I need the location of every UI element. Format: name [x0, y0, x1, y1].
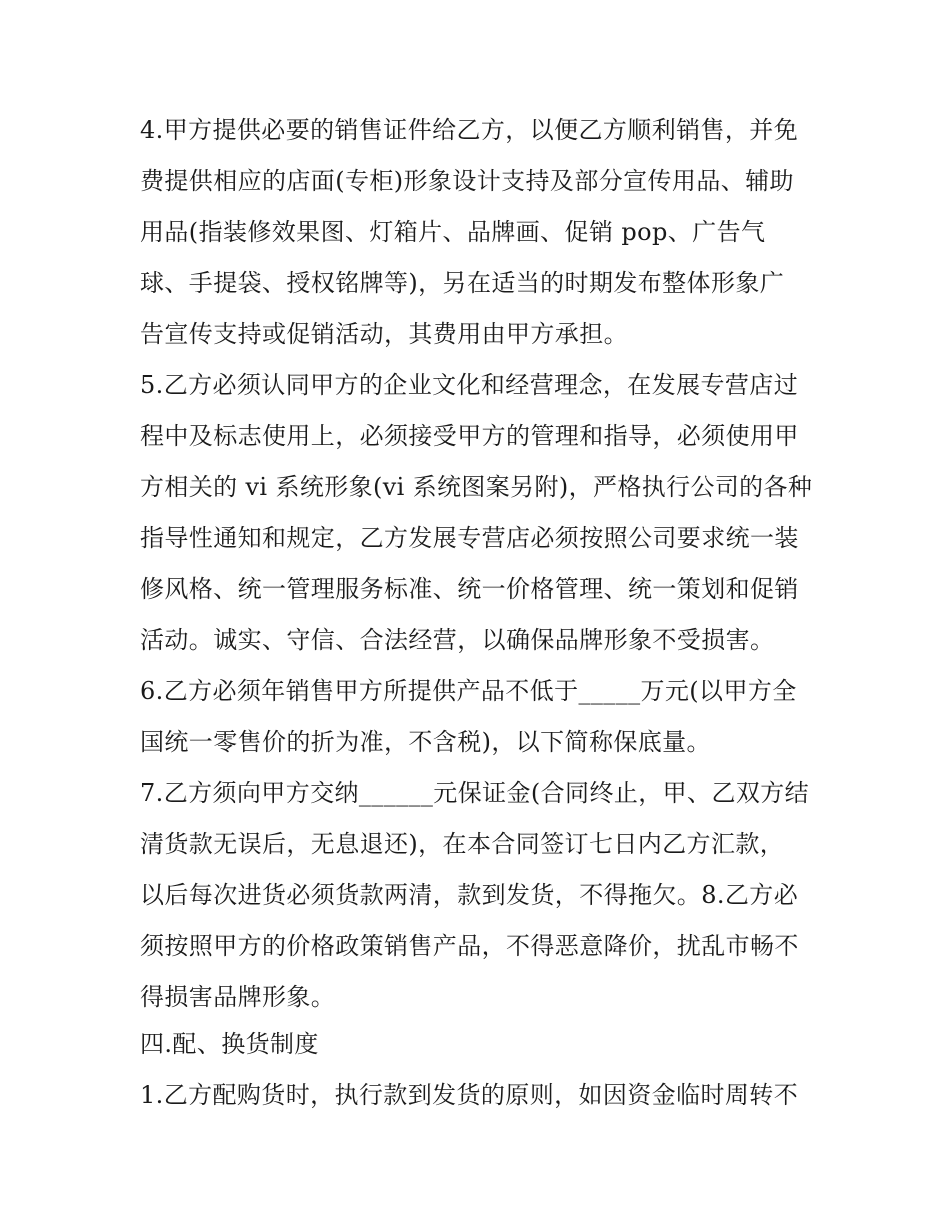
text-line: 6.乙方必须年销售甲方所提供产品不低于_____万元(以甲方全: [140, 677, 797, 705]
text-line: 得损害品牌形象。: [140, 983, 336, 1011]
text-line: 须按照甲方的价格政策销售产品，不得恶意降价，扰乱市畅不: [140, 932, 799, 960]
text-line: 4.甲方提供必要的销售证件给乙方，以便乙方顺利销售，并免: [140, 116, 799, 144]
text-line: 球、手提袋、授权铭牌等)，另在适当的时期发布整体形象广: [140, 269, 785, 297]
text-line: 国统一零售价的折为准，不含税)，以下简称保底量。: [140, 728, 711, 756]
text-line: 活动。诚实、守信、合法经营，以确保品牌形象不受损害。: [140, 626, 775, 654]
text-line: 以后每次进货必须货款两清，款到发货，不得拖欠。8.乙方必: [140, 881, 799, 909]
text-line: 程中及标志使用上，必须接受甲方的管理和指导，必须使用甲: [140, 422, 799, 450]
section-heading: 四.配、换货制度: [140, 1030, 319, 1058]
text-line: 告宣传支持或促销活动，其费用由甲方承担。: [140, 320, 628, 348]
text-line: 指导性通知和规定，乙方发展专营店必须按照公司要求统一装: [140, 524, 799, 552]
text-line: 用品(指装修效果图、灯箱片、品牌画、促销 pop、广告气: [140, 218, 766, 246]
text-line: 1.乙方配购货时，执行款到发货的原则，如因资金临时周转不: [140, 1081, 799, 1109]
text-line: 5.乙方必须认同甲方的企业文化和经营理念，在发展专营店过: [140, 371, 799, 399]
text-line: 方相关的 vi 系统形象(vi 系统图案另附)，严格执行公司的各种: [140, 473, 813, 501]
text-line: 修风格、统一管理服务标准、统一价格管理、统一策划和促销: [140, 575, 799, 603]
text-line: 费提供相应的店面(专柜)形象设计支持及部分宣传用品、辅助: [140, 167, 794, 195]
text-line: 清货款无误后，无息退还)，在本合同签订七日内乙方汇款，: [140, 830, 785, 858]
text-line: 7.乙方须向甲方交纳______元保证金(合同终止，甲、乙双方结: [140, 779, 810, 807]
